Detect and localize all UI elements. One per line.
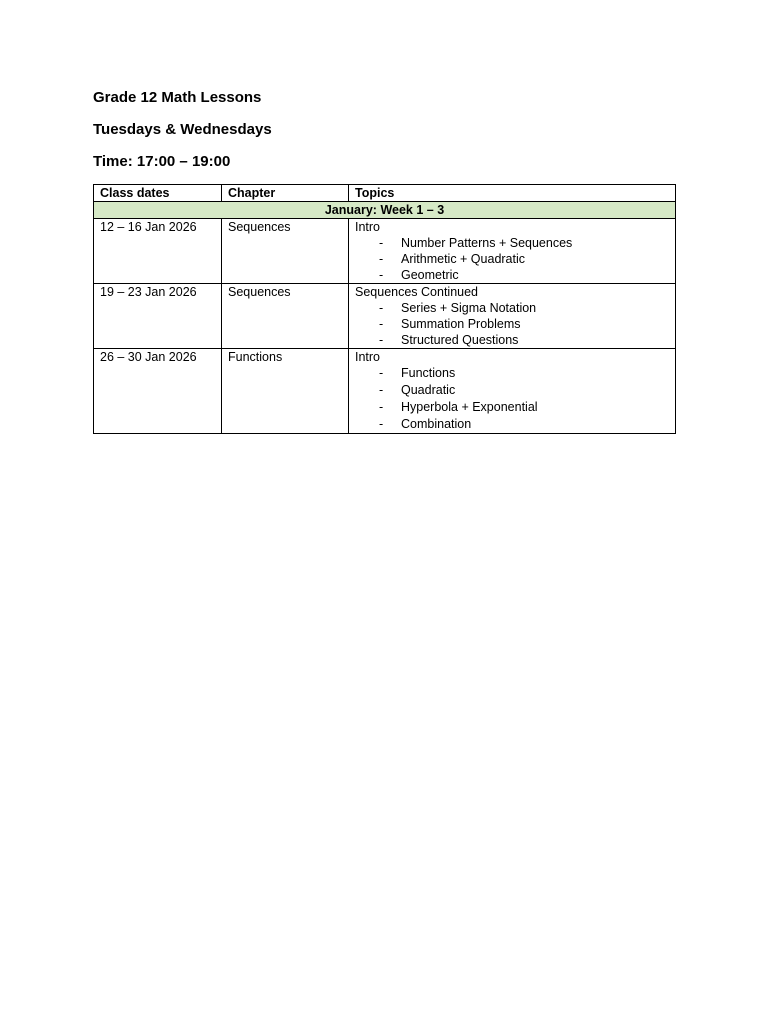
schedule-table — [93, 184, 676, 434]
bullet-dash: - — [379, 400, 384, 414]
list-item — [355, 235, 669, 251]
table-row — [94, 219, 676, 284]
class-dates-cell: 26 – 30 Jan 2026 — [94, 349, 222, 434]
list-item — [355, 365, 669, 382]
topic-label: Hyperbola + Exponential — [401, 400, 538, 414]
chapter-cell: Sequences — [222, 284, 349, 349]
list-item — [355, 382, 669, 399]
bullet-dash: - — [379, 417, 384, 431]
table-header-row — [94, 185, 676, 202]
topic-label: Combination — [401, 417, 472, 431]
lesson-time: Time: 17:00 – 19:00 — [93, 153, 231, 170]
list-item — [355, 316, 669, 332]
topic-label: Number Patterns + Sequences — [401, 236, 573, 250]
bullet-dash: - — [379, 236, 384, 250]
header-chapter: Chapter — [222, 185, 349, 202]
bullet-dash: - — [379, 301, 384, 315]
topic-heading: Intro — [355, 220, 381, 234]
topics-cell — [349, 284, 676, 349]
topic-label: Geometric — [401, 268, 459, 282]
document-title: Grade 12 Math Lessons — [93, 89, 262, 106]
list-item — [355, 300, 669, 316]
list-item — [355, 332, 669, 348]
class-dates-cell: 19 – 23 Jan 2026 — [94, 284, 222, 349]
list-item — [355, 251, 669, 267]
topic-label: Structured Questions — [401, 333, 519, 347]
table-row — [94, 284, 676, 349]
list-item — [355, 267, 669, 283]
bullet-dash: - — [379, 366, 384, 380]
topic-label: Functions — [401, 366, 456, 380]
topic-heading: Intro — [355, 350, 381, 364]
chapter-cell: Functions — [222, 349, 349, 434]
bullet-dash: - — [379, 333, 384, 347]
topic-list — [355, 300, 669, 348]
topic-list — [355, 235, 669, 283]
topic-heading: Sequences Continued — [355, 285, 479, 299]
week-banner: January: Week 1 – 3 — [94, 202, 676, 219]
bullet-dash: - — [379, 252, 384, 266]
bullet-dash: - — [379, 383, 384, 397]
header-topics: Topics — [349, 185, 676, 202]
class-dates-cell: 12 – 16 Jan 2026 — [94, 219, 222, 284]
lesson-days: Tuesdays & Wednesdays — [93, 121, 272, 138]
table-row — [94, 349, 676, 434]
topic-label: Series + Sigma Notation — [401, 301, 537, 315]
topic-label: Quadratic — [401, 383, 456, 397]
topic-list — [355, 365, 669, 433]
list-item — [355, 416, 669, 433]
list-item — [355, 399, 669, 416]
topic-label: Summation Problems — [401, 317, 521, 331]
week-banner-row — [94, 202, 676, 219]
topic-label: Arithmetic + Quadratic — [401, 252, 526, 266]
header-class-dates: Class dates — [94, 185, 222, 202]
topics-cell — [349, 349, 676, 434]
topics-cell — [349, 219, 676, 284]
chapter-cell: Sequences — [222, 219, 349, 284]
bullet-dash: - — [379, 317, 384, 331]
bullet-dash: - — [379, 268, 384, 282]
